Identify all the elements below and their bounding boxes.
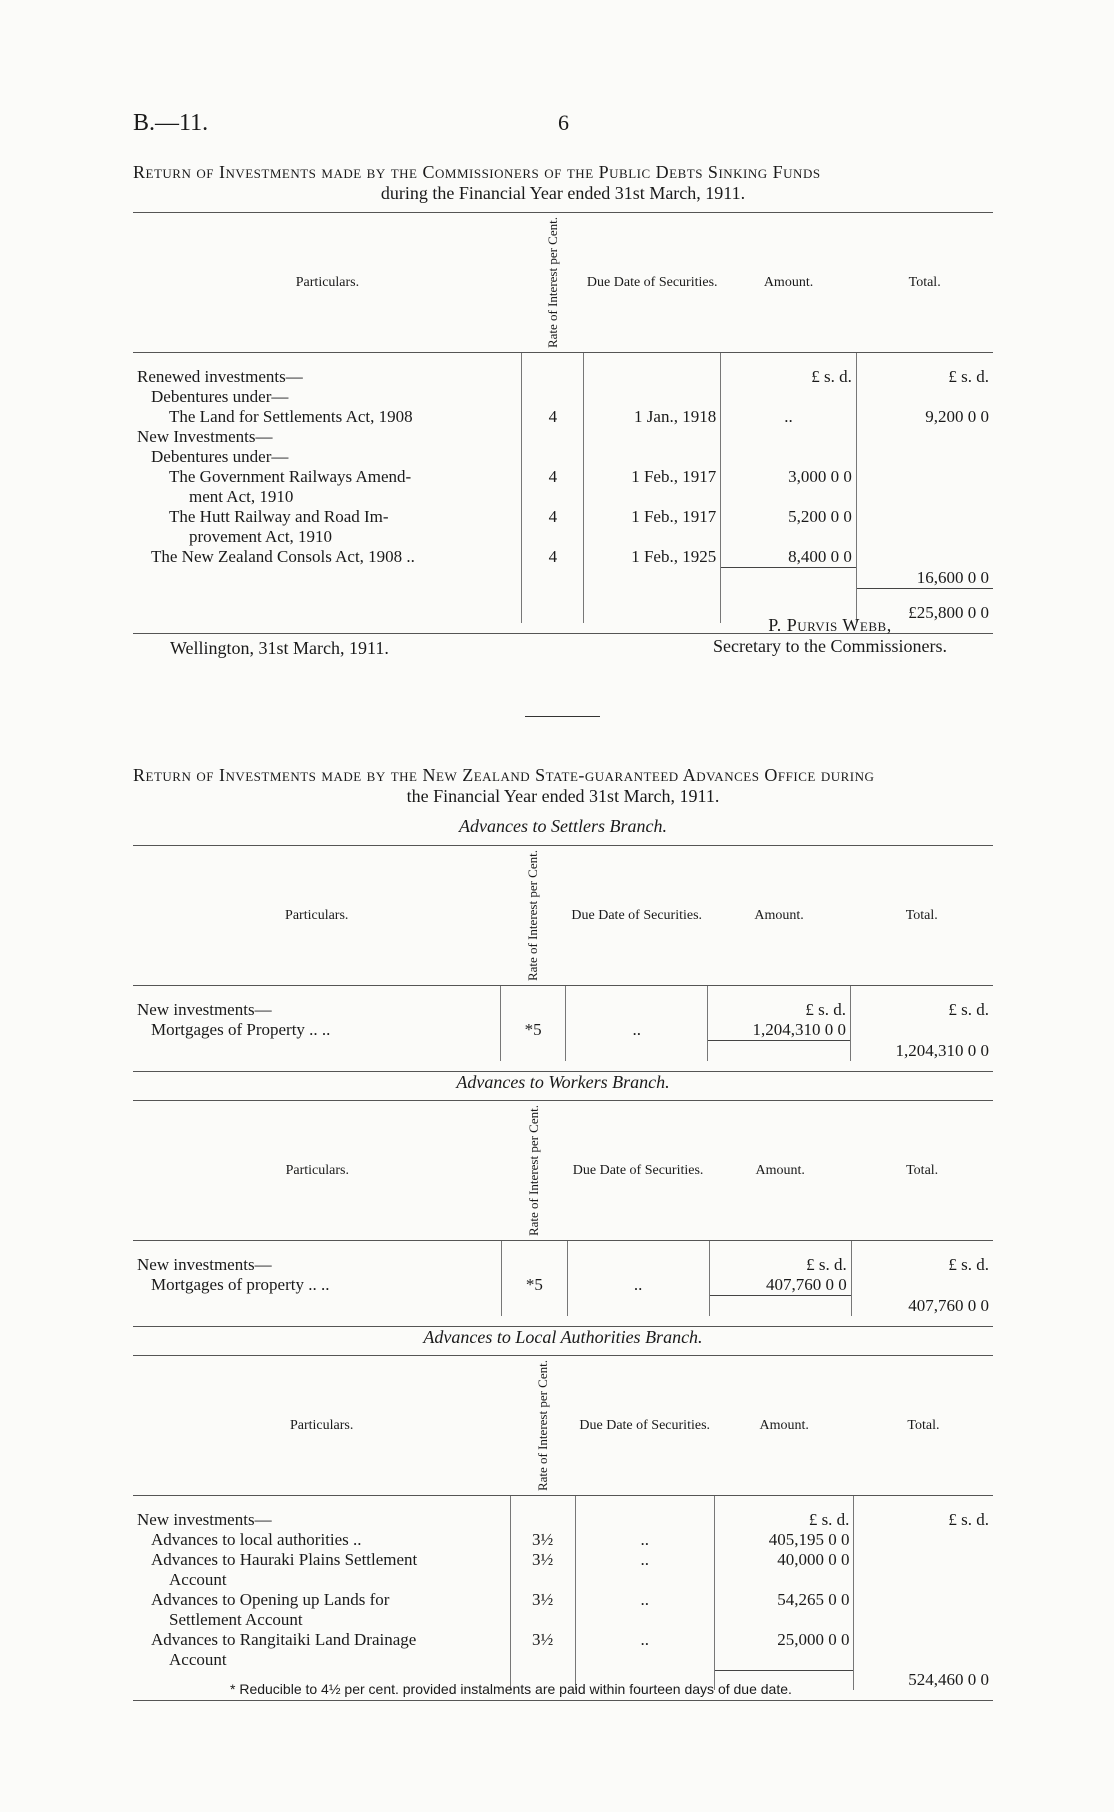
amount-value: 3,000 0 0 [721, 467, 857, 487]
amount-value: 407,760 0 0 [709, 1275, 851, 1296]
table-row [133, 1275, 993, 1296]
col-due: Due Date of Securities. [567, 1101, 709, 1241]
rate-value: 3½ [510, 1550, 575, 1570]
row-label: New investments— [137, 1255, 272, 1275]
table-row [133, 447, 993, 467]
row-label: The Government Railways Amend- [169, 467, 412, 487]
row-label: Debentures under— [151, 447, 289, 467]
money-head: £ s. d. [721, 367, 857, 387]
money-head: £ s. d. [948, 367, 989, 387]
row-label: Renewed investments— [137, 367, 303, 387]
local-table [133, 1355, 993, 1701]
col-particulars: Particulars. [133, 213, 522, 353]
table-row [133, 387, 993, 407]
table-row [133, 1041, 993, 1061]
table-row [133, 1296, 993, 1316]
row-label: Account [169, 1650, 227, 1670]
due-value: 1 Jan., 1918 [634, 407, 717, 427]
money-head: £ s. d. [948, 1255, 989, 1275]
col-rate-label: Rate of Interest per Cent. [544, 217, 560, 349]
table-row [133, 1530, 993, 1550]
table-row [133, 1650, 993, 1670]
col-particulars: Particulars. [133, 1356, 510, 1496]
money-head: £ s. d. [948, 1510, 989, 1530]
return2-title-line1: Return of Investments made by the New Zealand State-guaranteed Advances Office during [133, 765, 875, 785]
amount-value: 25,000 0 0 [714, 1630, 854, 1650]
due-value: 1 Feb., 1917 [631, 467, 717, 487]
signature-place: Wellington, 31st March, 1911. [170, 638, 389, 658]
col-rate-label: Rate of Interest per Cent. [526, 1105, 542, 1237]
row-label: New investments— [137, 1510, 272, 1530]
table-row [133, 1630, 993, 1650]
table-header [133, 1101, 993, 1241]
table-header [133, 213, 993, 353]
workers-table [133, 1100, 993, 1327]
row-label: The New Zealand Consols Act, 1908 .. [151, 547, 415, 567]
col-amount: Amount. [709, 1101, 851, 1241]
rate-value: 3½ [510, 1630, 575, 1650]
rate-value: 4 [522, 547, 584, 568]
row-label: New investments— [137, 1000, 272, 1020]
col-rate-label: Rate of Interest per Cent. [534, 1360, 550, 1492]
rate-value: 3½ [510, 1590, 575, 1610]
amount-value: 405,195 0 0 [714, 1530, 854, 1550]
signature-block [660, 615, 1000, 657]
amount-value: .. [721, 407, 857, 427]
row-label: Advances to Rangitaiki Land Drainage [151, 1630, 417, 1650]
table-row [133, 1570, 993, 1590]
row-label: Advances to local authorities .. [151, 1530, 362, 1550]
col-rate [500, 846, 565, 986]
table-row [133, 568, 993, 589]
signature-name: P. Purvis Webb, [768, 615, 892, 635]
footnote: * Reducible to 4½ per cent. provided instalments are paid within fourteen days of due date. [230, 1681, 792, 1697]
settlers-branch-heading: Advances to Settlers Branch. [459, 816, 667, 836]
total-value: 407,760 0 0 [908, 1295, 989, 1315]
due-value: 1 Feb., 1917 [631, 507, 717, 527]
table-header [133, 846, 993, 986]
table-row [133, 427, 993, 447]
row-label: Advances to Hauraki Plains Settlement [151, 1550, 418, 1570]
amount-value: 54,265 0 0 [714, 1590, 854, 1610]
return1-table [133, 212, 993, 634]
signature-role: Secretary to the Commissioners. [713, 636, 947, 656]
col-amount: Amount. [708, 846, 851, 986]
col-rate [502, 1101, 568, 1241]
row-label: The Land for Settlements Act, 1908 [169, 407, 413, 427]
col-due: Due Date of Securities. [575, 1356, 714, 1496]
due-value: .. [640, 1630, 649, 1650]
rate-value: *5 [500, 1020, 565, 1041]
due-value: .. [640, 1590, 649, 1610]
subtotal-value: 16,600 0 0 [916, 567, 989, 587]
table-row [133, 507, 993, 527]
amount-value: 1,204,310 0 0 [708, 1020, 851, 1041]
table-header [133, 1356, 993, 1496]
row-label: Settlement Account [169, 1610, 303, 1630]
total-value: 9,200 0 0 [925, 407, 989, 427]
rate-value: 3½ [510, 1530, 575, 1550]
row-label: New Investments— [137, 427, 273, 447]
table-row [133, 1590, 993, 1610]
money-head: £ s. d. [708, 1000, 851, 1020]
row-label: Mortgages of property .. .. [151, 1275, 330, 1295]
col-particulars: Particulars. [133, 1101, 502, 1241]
row-label: Mortgages of Property .. .. [151, 1020, 331, 1040]
col-due: Due Date of Securities. [584, 213, 721, 353]
col-rate [510, 1356, 575, 1496]
row-label: provement Act, 1910 [189, 527, 333, 547]
col-total: Total. [851, 1101, 993, 1241]
table-row [133, 407, 993, 427]
workers-branch-heading: Advances to Workers Branch. [456, 1072, 670, 1092]
due-value: .. [640, 1530, 649, 1550]
rate-value: 4 [522, 507, 584, 527]
col-total: Total. [851, 846, 993, 986]
return1-title [133, 162, 993, 204]
row-label: The Hutt Railway and Road Im- [169, 507, 389, 527]
row-label: Debentures under— [151, 387, 289, 407]
money-head: £ s. d. [948, 1000, 989, 1020]
table-row [133, 467, 993, 487]
table-row [133, 527, 993, 547]
amount-value: 5,200 0 0 [721, 507, 857, 527]
table-row [133, 1255, 993, 1275]
due-value: .. [632, 1020, 641, 1040]
amount-value: 8,400 0 0 [721, 547, 857, 568]
amount-value: 40,000 0 0 [714, 1550, 854, 1570]
return2-title-line2: the Financial Year ended 31st March, 1911. [406, 786, 720, 806]
col-due: Due Date of Securities. [566, 846, 708, 986]
col-particulars: Particulars. [133, 846, 500, 986]
col-total: Total. [854, 1356, 993, 1496]
money-head: £ s. d. [714, 1510, 854, 1530]
row-label: Advances to Opening up Lands for [151, 1590, 390, 1610]
total-value: 1,204,310 0 0 [895, 1040, 989, 1060]
col-amount: Amount. [714, 1356, 854, 1496]
total-value: 524,460 0 0 [908, 1670, 989, 1690]
return2-title [133, 765, 993, 807]
due-value: .. [640, 1550, 649, 1570]
table-row [133, 487, 993, 507]
row-label: ment Act, 1910 [189, 487, 294, 507]
table-row [133, 367, 993, 387]
money-head: £ s. d. [709, 1255, 851, 1275]
table-row [133, 1000, 993, 1020]
rate-value: *5 [502, 1275, 568, 1296]
table-row [133, 1550, 993, 1570]
return1-title-line1: Return of Investments made by the Commissioners of the Public Debts Sinking Funds [133, 162, 821, 182]
rate-value: 4 [522, 407, 584, 427]
grand-total-value: £25,800 0 0 [908, 602, 989, 622]
table-row [133, 1020, 993, 1041]
col-rate-label: Rate of Interest per Cent. [525, 850, 541, 982]
table-row [133, 1510, 993, 1530]
col-amount: Amount. [721, 213, 857, 353]
document-reference: B.—11. [133, 110, 209, 136]
table-row [133, 547, 993, 568]
page-number: 6 [558, 110, 569, 135]
rate-value: 4 [522, 467, 584, 487]
due-value: 1 Feb., 1925 [631, 547, 717, 567]
due-value: .. [633, 1275, 643, 1295]
section-divider [525, 716, 600, 717]
col-rate [522, 213, 584, 353]
local-branch-heading: Advances to Local Authorities Branch. [423, 1327, 703, 1347]
row-label: Account [169, 1570, 227, 1590]
col-total: Total. [856, 213, 993, 353]
table-row [133, 1610, 993, 1630]
settlers-table [133, 845, 993, 1072]
return1-title-line2: during the Financial Year ended 31st March, 1911. [380, 183, 746, 203]
